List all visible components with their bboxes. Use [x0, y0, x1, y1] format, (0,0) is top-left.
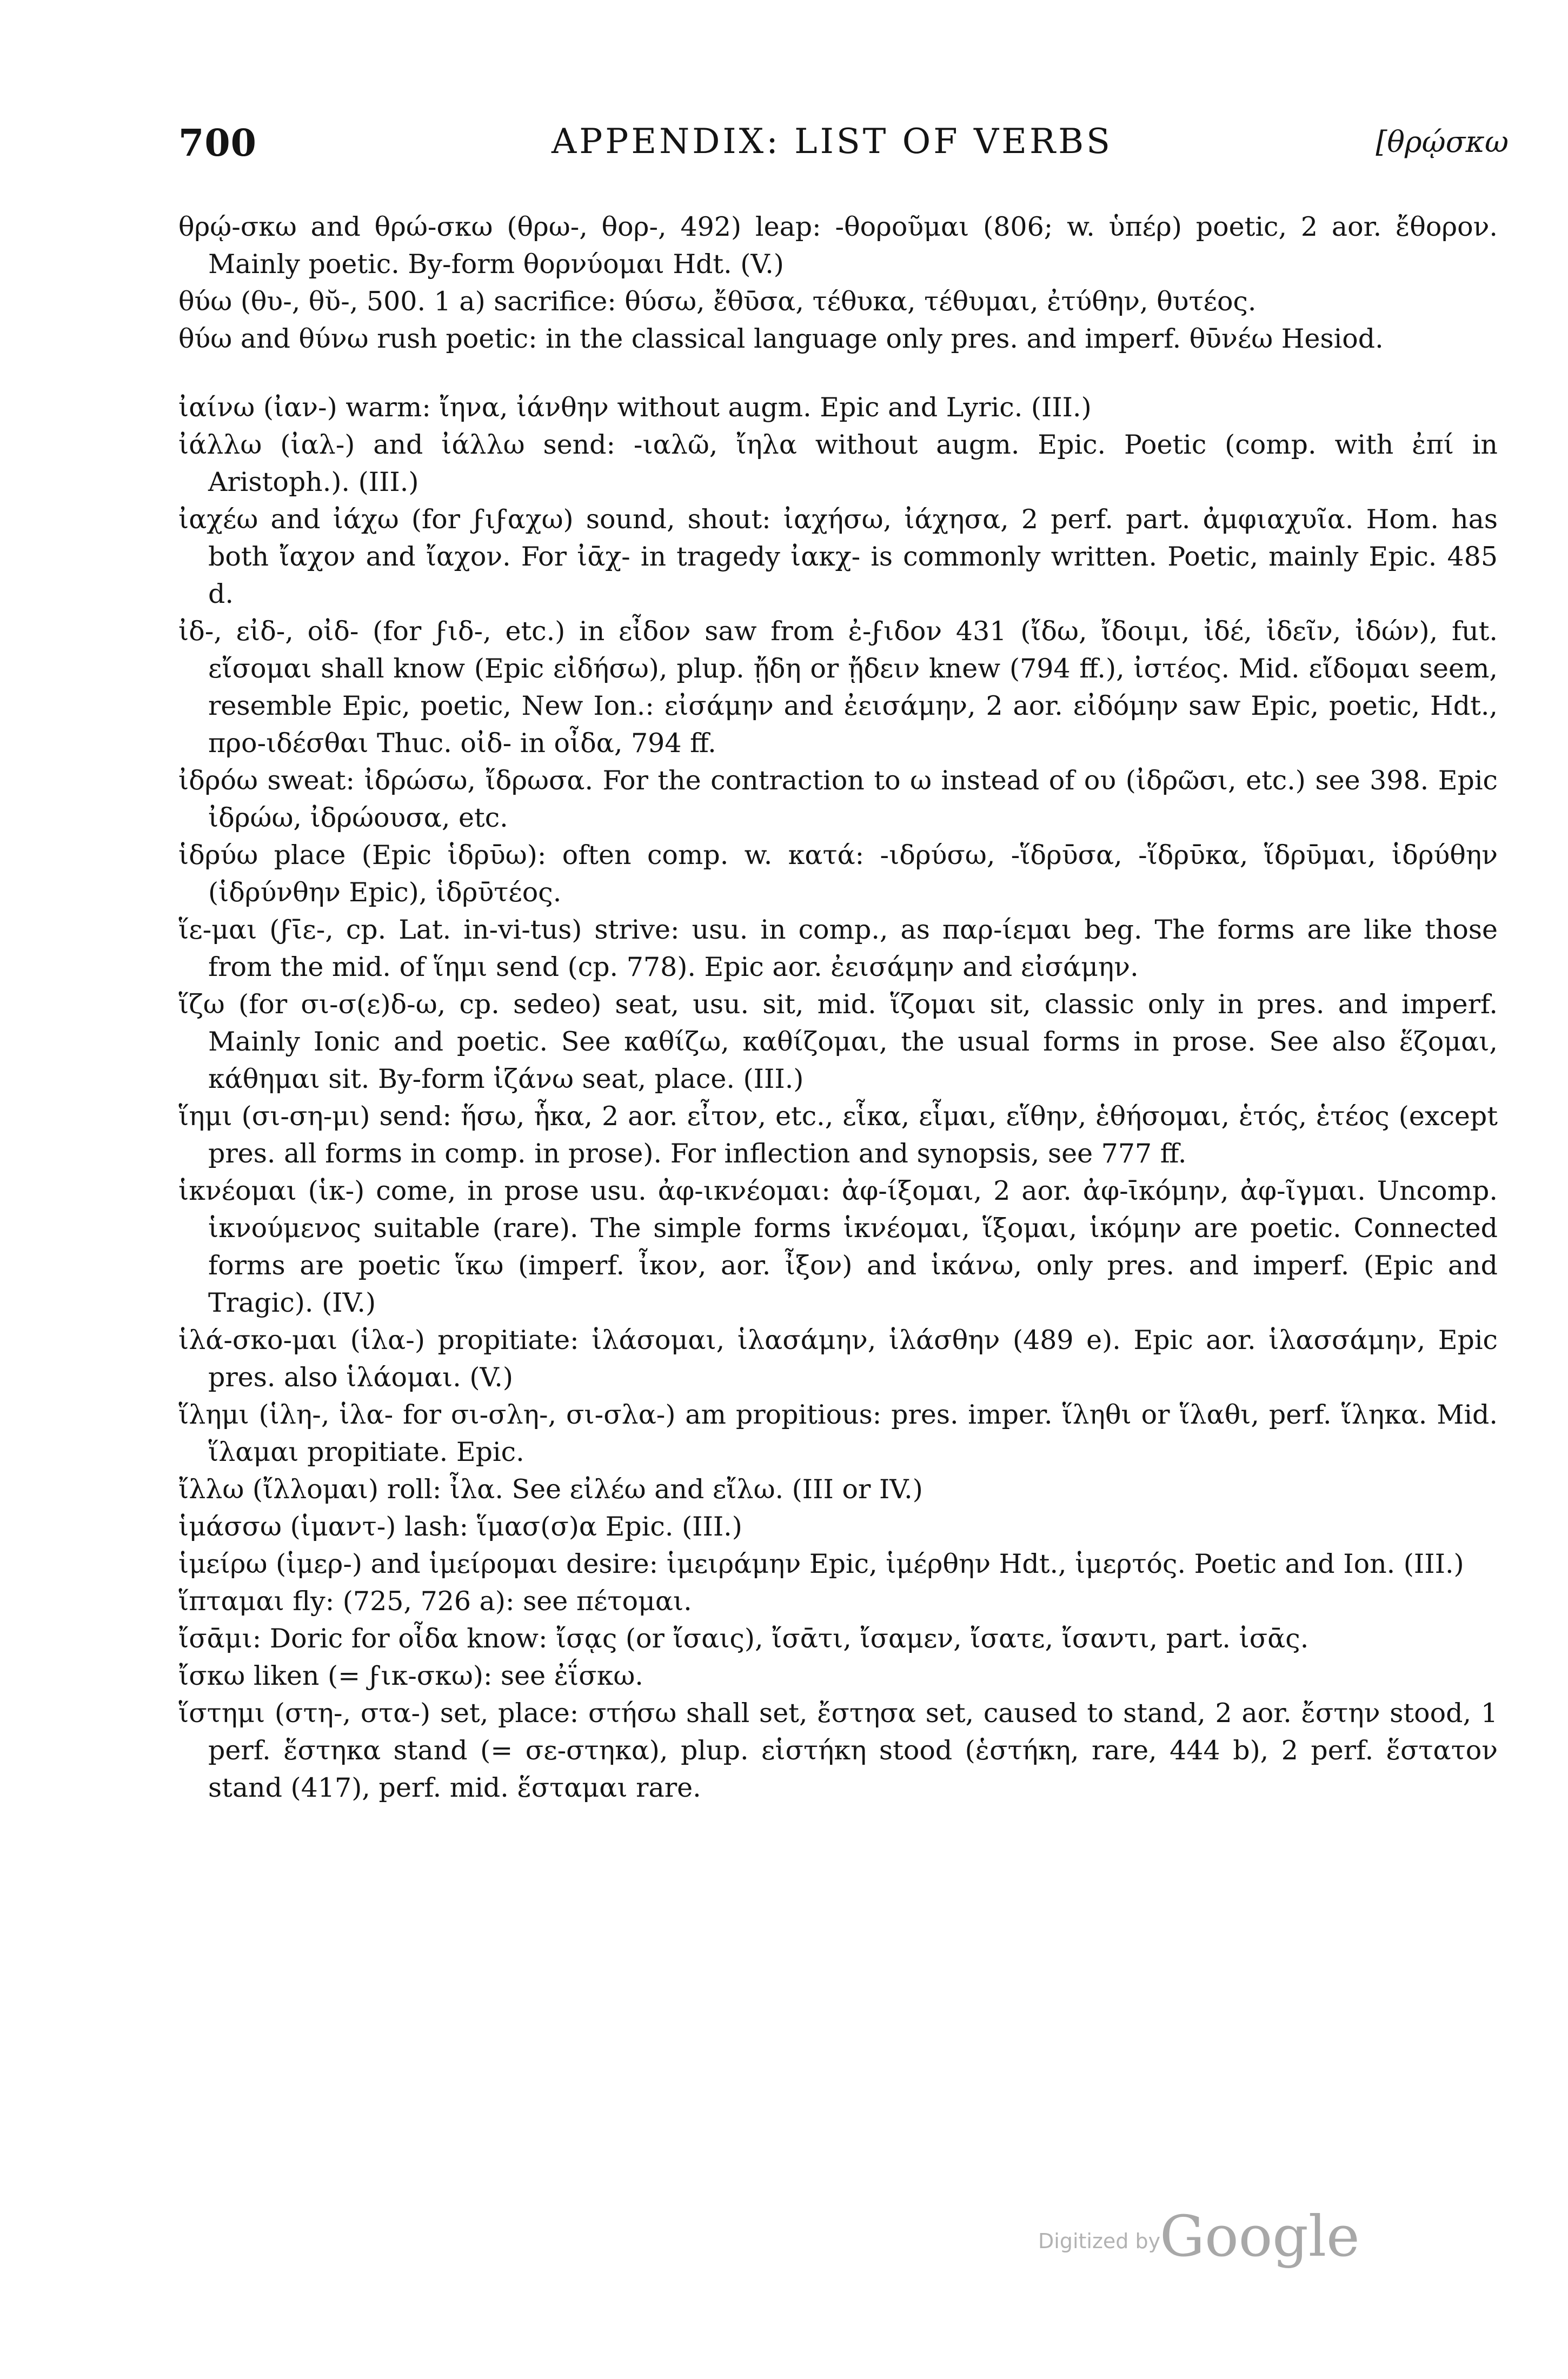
- verb-entry: θρῴ-σκω and θρώ-σκω (θρω-, θορ-, 492) leap: -θοροῦμαι (806; w. ὑπέρ) poetic, 2 aor. ἔθορον. Mainly poetic. By-form θορνύομαι Hdt. (V.): [178, 211, 1498, 280]
- verb-entry: ἵημι (σι-ση-μι) send: ἥσω, ἧκα, 2 aor. εἶτον, etc., εἷκα, εἷμαι, εἵθην, ἑθήσομαι, ἑτός, ἑτέος (except pres. all forms in comp. in prose). For inflection and synopsis, see 777 ff.: [178, 1101, 1498, 1169]
- digitized-watermark: [1038, 2203, 1363, 2268]
- verb-entry: ἰαχέω and ἰάχω (for ϝιϝαχω) sound, shout: ἰαχήσω, ἰάχησα, 2 perf. part. ἀμφιαχυῖα. Hom. has both ἴαχον and ἴαχον. For ἰᾱχ- in tragedy ἰακχ- is commonly written. Poetic, mainly Epic. 485 d.: [178, 504, 1498, 609]
- verb-entry: ἵπταμαι fly: (725, 726 a): see πέτομαι.: [178, 1586, 692, 1617]
- verb-entry: ἰάλλω (ἰαλ-) and ἰάλλω send: -ιαλῶ, ἴηλα without augm. Epic. Poetic (comp. with ἐπί in Aristoph.). (III.): [178, 429, 1498, 497]
- verb-entry: ἱλά-σκο-μαι (ἱλα-) propitiate: ἱλάσομαι, ἱλασάμην, ἱλάσθην (489 e). Epic aor. ἱλασσάμην, Epic pres. also ἱλάομαι. (V.): [178, 1325, 1498, 1393]
- verb-entry: ἰδ-, εἰδ-, οἰδ- (for ϝιδ-, etc.) in εἶδον saw from ἐ-ϝιδον 431 (ἴδω, ἴδοιμι, ἰδέ, ἰδεῖν, ἰδών), fut. εἴσομαι shall know (Epic εἰδήσω), plup. ᾔδη or ᾔδειν knew (794 ff.), ἰστέος. Mid. εἴδομαι seem, resemble Epic, poetic, New Ion.: εἰσάμην and ἐεισάμην, 2 aor. εἰδόμην saw Epic, poetic, Hdt., προ-ιδέσθαι Thuc. οἰδ- in οἶδα, 794 ff.: [178, 616, 1498, 759]
- running-title: APPENDIX: LIST OF VERBS: [552, 122, 1113, 162]
- verb-entry: θύω and θύνω rush poetic: in the classical language only pres. and imperf. θῡνέω Hesiod.: [178, 323, 1384, 354]
- verb-entry: ἰδρόω sweat: ἰδρώσω, ἴδρωσα. For the contraction to ω instead of ου (ἰδρῶσι, etc.) see 398. Epic ἰδρώω, ἰδρώουσα, etc.: [178, 765, 1498, 833]
- verb-entry: ἱμείρω (ἱμερ-) and ἱμείρομαι desire: ἱμειράμην Epic, ἱμέρθην Hdt., ἱμερτός. Poetic and Ion. (III.): [178, 1549, 1464, 1579]
- verb-entry: ἵε-μαι (ϝῑε-, cp. Lat. in-vi-tus) strive: usu. in comp., as παρ-ίεμαι beg. The forms are like those from the mid. of ἵημι send (cp. 778). Epic aor. ἐεισάμην and εἰσάμην.: [178, 914, 1498, 982]
- running-head-word: [θρῴσκω: [1376, 125, 1509, 159]
- verb-entry: θύω (θυ-, θῠ-, 500. 1 a) sacrifice: θύσω, ἔθῡσα, τέθυκα, τέθυμαι, ἐτύθην, θυτέος.: [178, 286, 1257, 317]
- google-logo: Google: [1160, 2203, 1360, 2269]
- page-header: [178, 122, 1509, 181]
- verb-entry: ἵστημι (στη-, στα-) set, place: στήσω shall set, ἔστησα set, caused to stand, 2 aor. ἔστην stood, 1 perf. ἕστηκα stand (= σε-στηκα), plup. εἱστήκη stood (ἑστήκη, rare, 444 b), 2 perf. ἕστατον stand (417), perf. mid. ἕσταμαι rare.: [178, 1698, 1498, 1803]
- verb-entry: ἱδρύω place (Epic ἱδρῡω): often comp. w. κατά: -ιδρύσω, -ἵδρῡσα, -ἵδρῡκα, ἵδρῡμαι, ἱδρύθην (ἱδρύνθην Epic), ἱδρῡτέος.: [178, 840, 1498, 908]
- verb-entry: ἵζω (for σι-σ(ε)δ-ω, cp. sedeo) seat, usu. sit, mid. ἵζομαι sit, classic only in pres. and imperf. Mainly Ionic and poetic. See καθίζω, καθίζομαι, the usual forms in prose. See also ἕζομαι, κάθημαι sit. By-form ἱζάνω seat, place. (III.): [178, 989, 1498, 1094]
- page-number: 700: [178, 122, 257, 165]
- verb-entry: ἴσᾱμι: Doric for οἶδα know: ἴσᾳς (or ἴσαις), ἴσᾱτι, ἴσαμεν, ἴσατε, ἴσαντι, part. ἰσᾱς.: [178, 1623, 1309, 1654]
- verb-entry: ἵλημι (ἱλη-, ἱλα- for σι-σλη-, σι-σλα-) am propitious: pres. imper. ἵληθι or ἵλαθι, perf. ἵληκα. Mid. ἵλαμαι propitiate. Epic.: [178, 1399, 1498, 1467]
- verb-list: [178, 208, 1498, 1806]
- verb-entry: ἱμάσσω (ἱμαντ-) lash: ἵμασ(σ)α Epic. (III.): [178, 1511, 742, 1542]
- digitized-label: Digitized by: [1038, 2229, 1161, 2253]
- verb-entry: ἱκνέομαι (ἱκ-) come, in prose usu. ἀφ-ικνέομαι: ἀφ-ίξομαι, 2 aor. ἀφ-ῑκόμην, ἀφ-ῖγμαι. Uncomp. ἱκνούμενος suitable (rare). The simple forms ἱκνέομαι, ἵξομαι, ἱκόμην are poetic. Connected forms are poetic ἵκω (imperf. ἶκον, aor. ἶξον) and ἱκάνω, only pres. and imperf. (Epic and Tragic). (IV.): [178, 1175, 1498, 1318]
- verb-entry: ἰαίνω (ἰαν-) warm: ἴηνα, ἰάνθην without augm. Epic and Lyric. (III.): [178, 392, 1092, 423]
- verb-entry: ἴλλω (ἴλλομαι) roll: ἶλα. See εἰλέω and εἴλω. (III or IV.): [178, 1474, 923, 1505]
- verb-entry: ἴσκω liken (= ϝικ-σκω): see ἐΐσκω.: [178, 1660, 643, 1691]
